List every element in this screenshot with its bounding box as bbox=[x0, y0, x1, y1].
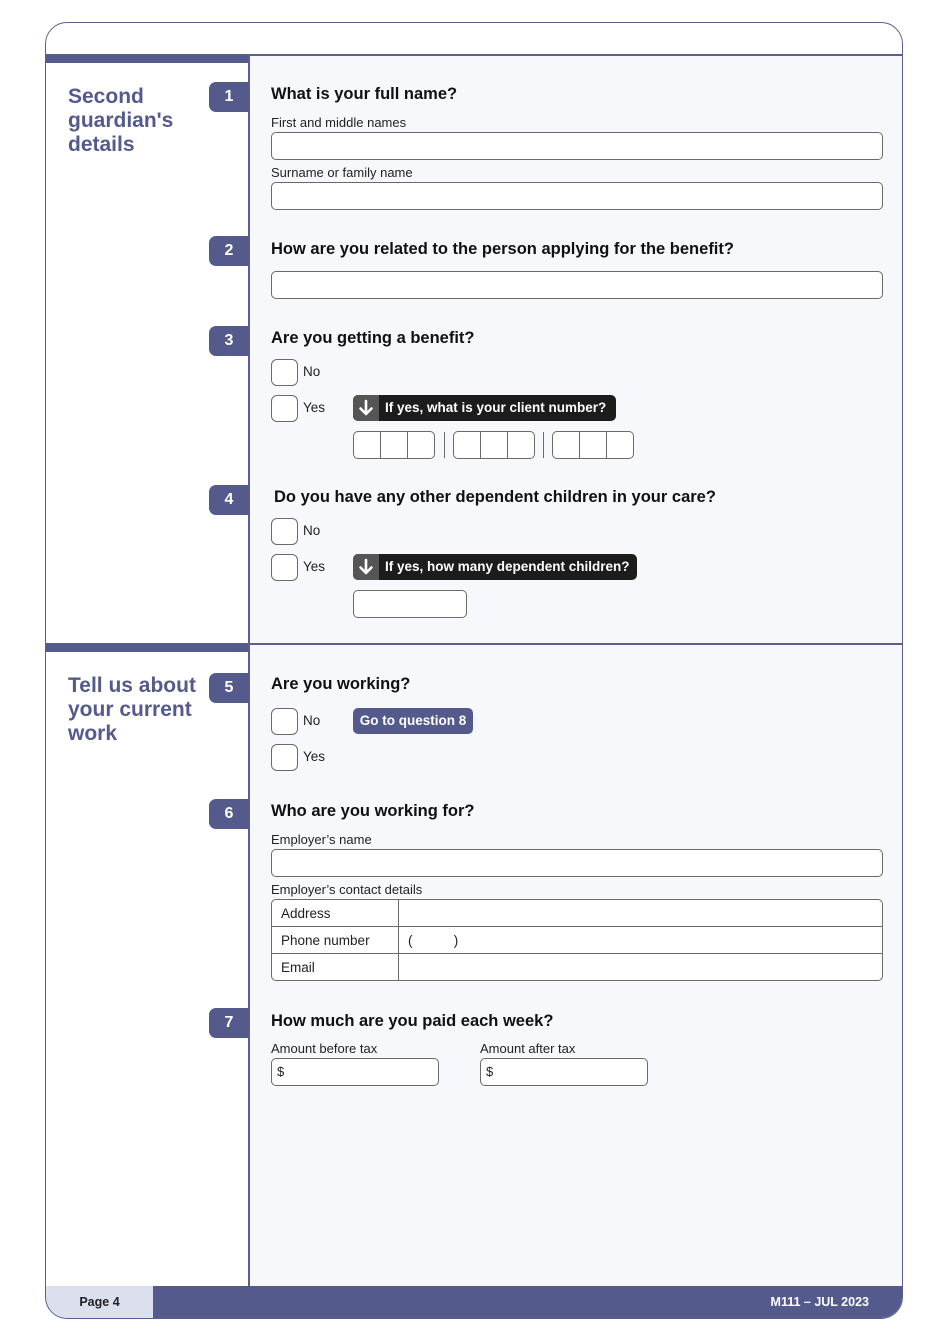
question-number-5: 5 bbox=[209, 673, 249, 703]
arrow-down-icon bbox=[353, 395, 379, 421]
go-to-question-8-badge: Go to question 8 bbox=[353, 708, 473, 734]
employer-name-input[interactable] bbox=[271, 849, 883, 877]
table-row bbox=[272, 900, 882, 927]
benefit-no-label: No bbox=[303, 364, 321, 379]
section-bar-work bbox=[46, 644, 248, 652]
phone-input[interactable] bbox=[399, 927, 882, 954]
form-page bbox=[45, 22, 903, 1319]
relationship-input[interactable] bbox=[271, 271, 883, 299]
surname-label: Surname or family name bbox=[271, 165, 413, 180]
address-label: Address bbox=[272, 900, 399, 927]
client-number-group-1[interactable] bbox=[353, 431, 435, 459]
amount-before-tax-label: Amount before tax bbox=[271, 1041, 378, 1056]
children-no-label: No bbox=[303, 523, 321, 538]
benefit-yes-label: Yes bbox=[303, 400, 326, 415]
question-3-text: Are you getting a benefit? bbox=[271, 329, 475, 347]
section-title-guardian: Second guardian's details bbox=[68, 85, 174, 156]
children-yes-label: Yes bbox=[303, 559, 326, 574]
question-7-text: How much are you paid each week? bbox=[271, 1012, 554, 1030]
working-no-checkbox[interactable] bbox=[271, 708, 298, 735]
section-bar-guardian bbox=[46, 55, 248, 63]
children-count-callout bbox=[353, 554, 637, 580]
client-number-group-2[interactable] bbox=[453, 431, 535, 459]
benefit-no-checkbox[interactable] bbox=[271, 359, 298, 386]
table-row bbox=[272, 927, 882, 954]
address-input[interactable] bbox=[399, 900, 882, 927]
question-number-4: 4 bbox=[209, 485, 249, 515]
question-2-text: How are you related to the person applying for the benefit? bbox=[271, 240, 734, 258]
first-names-input[interactable] bbox=[271, 132, 883, 160]
question-5-text: Are you working? bbox=[271, 675, 411, 693]
question-number-7: 7 bbox=[209, 1008, 249, 1038]
email-input[interactable] bbox=[399, 954, 882, 980]
currency-symbol: $ bbox=[277, 1064, 285, 1079]
phone-area-code-brackets: ( ) bbox=[408, 932, 459, 948]
page-footer bbox=[46, 1286, 903, 1319]
currency-symbol: $ bbox=[486, 1064, 494, 1079]
first-names-label: First and middle names bbox=[271, 115, 407, 130]
children-count-input[interactable] bbox=[353, 590, 467, 618]
amount-after-tax-input[interactable] bbox=[480, 1058, 648, 1086]
employer-contact-table bbox=[271, 899, 883, 981]
client-number-callout-text: If yes, what is your client number? bbox=[385, 400, 607, 415]
benefit-yes-checkbox[interactable] bbox=[271, 395, 298, 422]
page-number: Page 4 bbox=[46, 1286, 153, 1319]
question-number-6: 6 bbox=[209, 799, 249, 829]
arrow-down-icon bbox=[353, 554, 379, 580]
working-no-label: No bbox=[303, 713, 321, 728]
table-row bbox=[272, 954, 882, 980]
employer-name-label: Employer’s name bbox=[271, 832, 372, 847]
question-6-text: Who are you working for? bbox=[271, 802, 475, 820]
employer-contact-label: Employer’s contact details bbox=[271, 882, 423, 897]
working-yes-label: Yes bbox=[303, 749, 326, 764]
phone-label: Phone number bbox=[272, 927, 399, 954]
question-1-text: What is your full name? bbox=[271, 85, 458, 103]
question-number-2: 2 bbox=[209, 236, 249, 266]
children-count-callout-text: If yes, how many dependent children? bbox=[385, 559, 630, 574]
children-no-checkbox[interactable] bbox=[271, 518, 298, 545]
amount-before-tax-input[interactable] bbox=[271, 1058, 439, 1086]
question-number-3: 3 bbox=[209, 326, 249, 356]
client-number-separator bbox=[444, 432, 445, 458]
children-yes-checkbox[interactable] bbox=[271, 554, 298, 581]
form-code: M111 – JUL 2023 bbox=[770, 1295, 869, 1309]
client-number-separator bbox=[543, 432, 544, 458]
client-number-group-3[interactable] bbox=[552, 431, 634, 459]
question-4-text: Do you have any other dependent children in your care? bbox=[274, 488, 716, 506]
working-yes-checkbox[interactable] bbox=[271, 744, 298, 771]
email-label: Email bbox=[272, 954, 399, 980]
surname-input[interactable] bbox=[271, 182, 883, 210]
section-title-work: Tell us about your current work bbox=[68, 674, 196, 745]
amount-after-tax-label: Amount after tax bbox=[480, 1041, 576, 1056]
question-number-1: 1 bbox=[209, 82, 249, 112]
client-number-callout bbox=[353, 395, 616, 421]
